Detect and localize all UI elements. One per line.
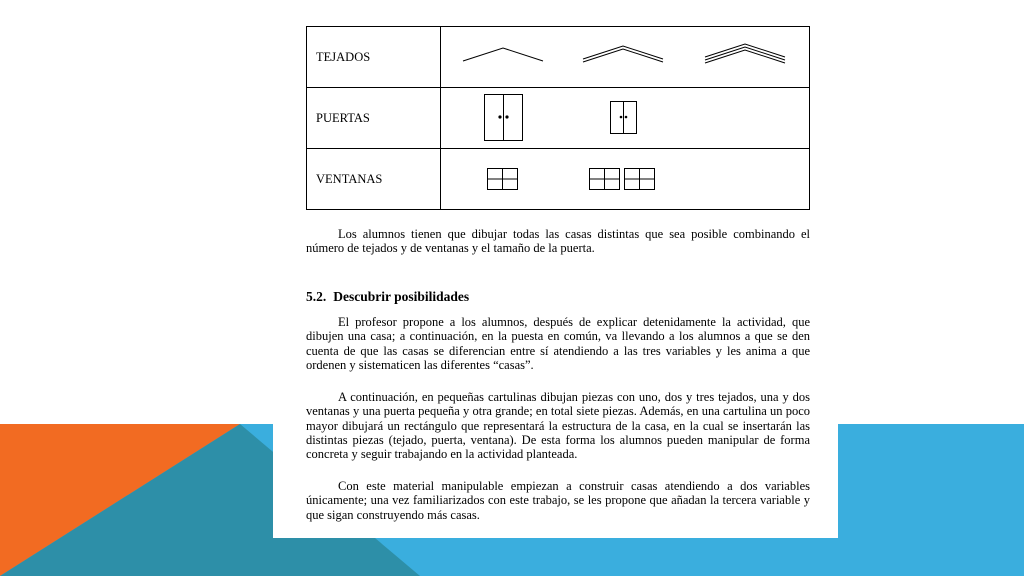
table-row-roofs	[307, 27, 810, 88]
paragraph-1: El profesor propone a los alumnos, después de explicar detenidamente la actividad, que dibujen una casa; a continuación, en la puesta en común, va llevando a los alumnos a que se den cuenta de que las casas se diferencian entre sí atendiendo a las tres variables y les anima a que ordenen y sistematicen las diferentes “casas”.	[306, 315, 810, 372]
window-single-icon	[487, 168, 519, 191]
section-heading	[306, 289, 469, 305]
table-row-windows	[307, 149, 810, 210]
door-large-icon	[484, 94, 524, 142]
roof-triple-icon	[703, 42, 787, 66]
table-row-doors	[307, 88, 810, 149]
house-parts-table	[306, 26, 810, 210]
section-number: 5.2.	[306, 289, 327, 304]
roof-double-icon	[581, 43, 665, 65]
document-page	[273, 0, 838, 538]
roof-single-icon	[461, 44, 545, 64]
window-double-icon	[589, 168, 657, 191]
section-title: Descubrir posibilidades	[333, 289, 470, 304]
intro-paragraph: Los alumnos tienen que dibujar todas las casas distintas que sea posible combinando el número de tejados y de ventanas y el tamaño de la puerta.	[306, 227, 810, 256]
paragraph-2: A continuación, en pequeñas cartulinas dibujan piezas con uno, dos y tres tejados, una y dos ventanas y una puerta pequeña y otra grande; en total siete piezas. Además, en una cartulina un poco mayor dibujará un rectángulo que representará la estructura de la casa, en la cual se insertarán las distintas piezas (tejado, puerta, ventana). De esta forma los alumnos pueden manipular de forma concreta y seguir trabajando en la actividad planteada.	[306, 390, 810, 462]
row-label-roofs: TEJADOS	[307, 27, 441, 88]
row-label-doors: PUERTAS	[307, 88, 441, 149]
door-small-icon	[610, 101, 638, 135]
row-label-windows: VENTANAS	[307, 149, 441, 210]
paragraph-3: Con este material manipulable empiezan a construir casas atendiendo a dos variables únicamente; una vez familiarizados con este trabajo, se les propone que añadan la tercera variable y que sigan construyendo más casas.	[306, 479, 810, 522]
